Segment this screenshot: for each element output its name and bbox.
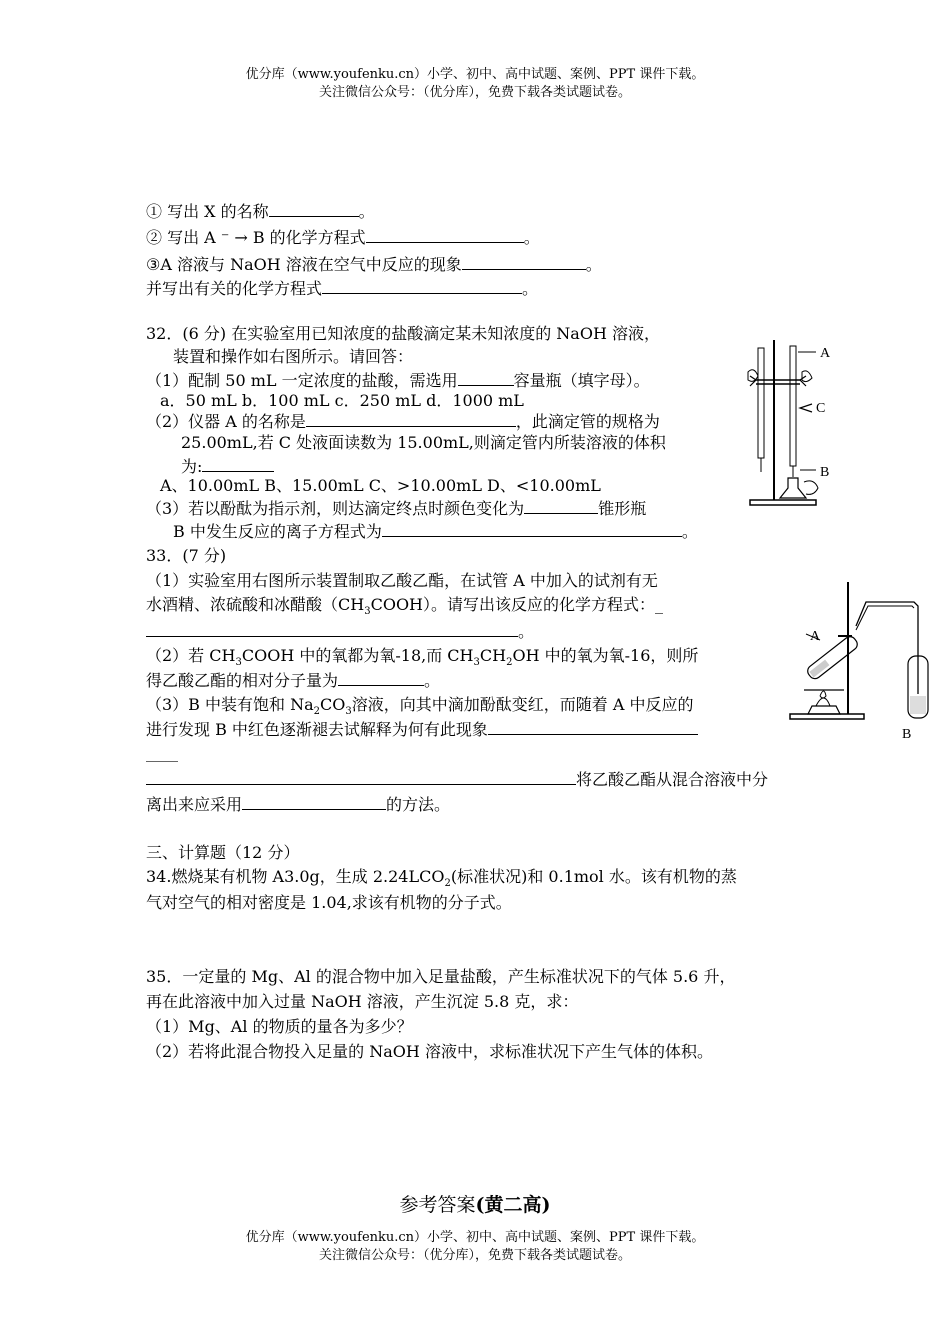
text: 进行发现 B 中红色逐渐褪去试解释为何有此现象 xyxy=(146,720,488,739)
answer-blank xyxy=(202,455,274,472)
answer-blank xyxy=(242,793,386,810)
answer-blank xyxy=(322,277,522,294)
text: （3）B 中装有饱和 Na xyxy=(146,695,314,714)
q32-line-5 xyxy=(146,410,660,433)
subscript: 3 xyxy=(364,606,371,618)
q33-line-4 xyxy=(146,620,534,643)
q32-line-7-text: 为: xyxy=(181,457,203,476)
q32-options-2: A、10.00mL B、15.00mL C、>10.00mL D、<10.00mL xyxy=(160,476,601,495)
q32-line-5-text: （2）仪器 A 的名称是 xyxy=(146,412,306,431)
q32-line-10 xyxy=(173,520,698,543)
subscript: 3 xyxy=(345,706,352,718)
text: 得乙酸乙酯的相对分子量为 xyxy=(146,671,339,690)
alcohol-lamp xyxy=(808,706,840,714)
text: 34.燃烧某有机物 A3.0g，生成 2.24LCO xyxy=(146,867,445,886)
q34-line-2: 气对空气的相对密度是 1.04,求该有机物的分子式。 xyxy=(146,893,512,912)
q33-line-2: （1）实验室用右图所示装置制取乙酸乙酯，在试管 A 中加入的试剂有无 xyxy=(146,571,658,590)
q33-line-8 xyxy=(146,718,698,741)
period: 。 xyxy=(518,622,535,641)
stand-base xyxy=(790,714,864,719)
q33-line-9: ____ xyxy=(146,743,178,762)
q33-line-5 xyxy=(146,645,698,667)
text: (标准状况)和 0.1mol 水。该有机物的蒸 xyxy=(450,867,737,886)
answer-blank xyxy=(458,369,514,386)
text: （2）若 CH xyxy=(146,646,236,665)
footer-line-2: 关注微信公众号：（优分库），免费下载各类试题试卷。 xyxy=(318,1248,631,1263)
text: 溶液，向其中滴加酚酞变红，而随着 A 中反应的 xyxy=(351,695,694,714)
burette-right xyxy=(790,346,796,466)
period: 。 xyxy=(681,522,698,541)
q32-options-1: a．50 mL b．100 mL c．250 mL d．1000 mL xyxy=(160,391,524,410)
answer-blank xyxy=(488,718,698,735)
conical-flask xyxy=(780,478,806,498)
answers-title-text: 参考答案 xyxy=(399,1194,476,1216)
q31-line-4-text: 并写出有关的化学方程式 xyxy=(146,279,323,298)
answer-blank xyxy=(146,620,518,637)
delivery-tube xyxy=(856,602,918,694)
q32-line-3-tail: 容量瓶（填字母）。 xyxy=(513,371,650,390)
subscript: 3 xyxy=(473,657,480,669)
label-C: C xyxy=(816,401,826,416)
subscript: 2 xyxy=(506,657,513,669)
q33-line-7 xyxy=(146,694,694,716)
q32-line-6: 25.00mL,若 C 处液面读数为 15.00mL,则滴定管内所装溶液的体积 xyxy=(181,433,666,452)
q33-line-6 xyxy=(146,669,440,692)
q33-line-3 xyxy=(146,594,663,616)
header-line-1: 优分库（www.youfenku.cn）小学、初中、高中试题、案例、PPT 课件下载。 xyxy=(245,67,705,82)
titration-apparatus-figure xyxy=(742,332,852,518)
q32-line-5-tail: ，此滴定管的规格为 xyxy=(515,412,660,431)
subscript: 2 xyxy=(444,878,451,890)
answer-blank xyxy=(462,253,586,270)
esterification-apparatus-figure xyxy=(786,574,936,744)
subscript: 2 xyxy=(313,706,321,718)
burette-left xyxy=(758,348,764,458)
period: 。 xyxy=(424,671,441,690)
text: 的方法。 xyxy=(386,795,451,814)
q33-line-10 xyxy=(146,768,768,791)
label-A: A xyxy=(820,346,831,361)
q31-line-3 xyxy=(146,253,602,276)
q33-title: 33．(7 分) xyxy=(146,546,227,565)
q32-line-3 xyxy=(146,369,650,392)
answer-blank xyxy=(269,200,359,217)
q31-line-2-text: ② 写出 A ⁻ → B 的化学方程式 xyxy=(146,228,366,247)
q32-line-9-tail: 锥形瓶 xyxy=(598,499,647,518)
section-3-title: 三、计算题（12 分） xyxy=(146,843,300,862)
stand-base xyxy=(750,500,816,505)
text: CO xyxy=(320,695,346,714)
q31-line-3-text: ③A 溶液与 NaOH 溶液在空气中反应的现象 xyxy=(146,255,462,274)
q32-line-1: 32．(6 分) 在实验室用已知浓度的盐酸滴定某未知浓度的 NaOH 溶液， xyxy=(146,324,660,343)
answer-blank xyxy=(338,669,424,686)
q35-line-4: （2）若将此混合物投入足量的 NaOH 溶液中，求标准状况下产生气体的体积。 xyxy=(146,1042,713,1061)
q33-line-11 xyxy=(146,793,450,816)
label-B: B xyxy=(820,465,830,480)
q31-line-1-text: ① 写出 X 的名称 xyxy=(146,202,269,221)
burette-clamp xyxy=(756,380,800,384)
answer-blank xyxy=(306,410,516,427)
q32-line-3-text: （1）配制 50 mL 一定浓度的盐酸，需选用 xyxy=(146,371,458,390)
text: 水酒精、浓硫酸和冰醋酸（CH xyxy=(146,595,365,614)
footer-line-1: 优分库（www.youfenku.cn）小学、初中、高中试题、案例、PPT 课件下载。 xyxy=(245,1230,705,1245)
label-A: A xyxy=(810,629,821,644)
q34-line-1 xyxy=(146,866,737,888)
answers-title xyxy=(0,1190,950,1217)
header-line-2: 关注微信公众号：（优分库），免费下载各类试题试卷。 xyxy=(318,85,631,100)
answers-title-school: (黄二高) xyxy=(475,1194,551,1216)
period: 。 xyxy=(522,279,539,298)
answer-blank xyxy=(366,226,524,243)
period: 。 xyxy=(523,228,540,247)
text: OH 中的氧为氧-16，则所 xyxy=(512,646,699,665)
period: 。 xyxy=(358,202,375,221)
text: CH xyxy=(479,646,507,665)
q31-line-1 xyxy=(146,200,375,223)
subscript: 3 xyxy=(235,657,242,669)
answer-blank xyxy=(382,520,682,537)
answer-blank xyxy=(146,768,576,785)
text: COOH）。请写出该反应的化学方程式：_ xyxy=(370,595,664,614)
q32-line-9-text: （3）若以酚酞为指示剂，则达滴定终点时颜色变化为 xyxy=(146,499,525,518)
text: 将乙酸乙酯从混合溶液中分 xyxy=(576,770,769,789)
text: 离出来应采用 xyxy=(146,795,243,814)
q35-line-3: （1）Mg、Al 的物质的量各为多少？ xyxy=(146,1017,413,1036)
flame-icon xyxy=(820,691,826,698)
q31-line-2 xyxy=(146,226,540,249)
q35-line-2: 再在此溶液中加入过量 NaOH 溶液，产生沉淀 5.8 克，求： xyxy=(146,992,579,1011)
q32-line-9 xyxy=(146,497,646,520)
q32-line-2: 装置和操作如右图所示。请回答： xyxy=(173,347,414,366)
q35-line-1: 35．一定量的 Mg、Al 的混合物中加入足量盐酸，产生标准状况下的气体 5.6 升， xyxy=(146,967,736,986)
answer-blank xyxy=(524,497,598,514)
period: 。 xyxy=(585,255,602,274)
label-B: B xyxy=(902,727,912,742)
q31-line-4 xyxy=(146,277,538,300)
text: COOH 中的氧都为氧-18,而 CH xyxy=(241,646,474,665)
q32-line-10-text: B 中发生反应的离子方程式为 xyxy=(173,522,382,541)
